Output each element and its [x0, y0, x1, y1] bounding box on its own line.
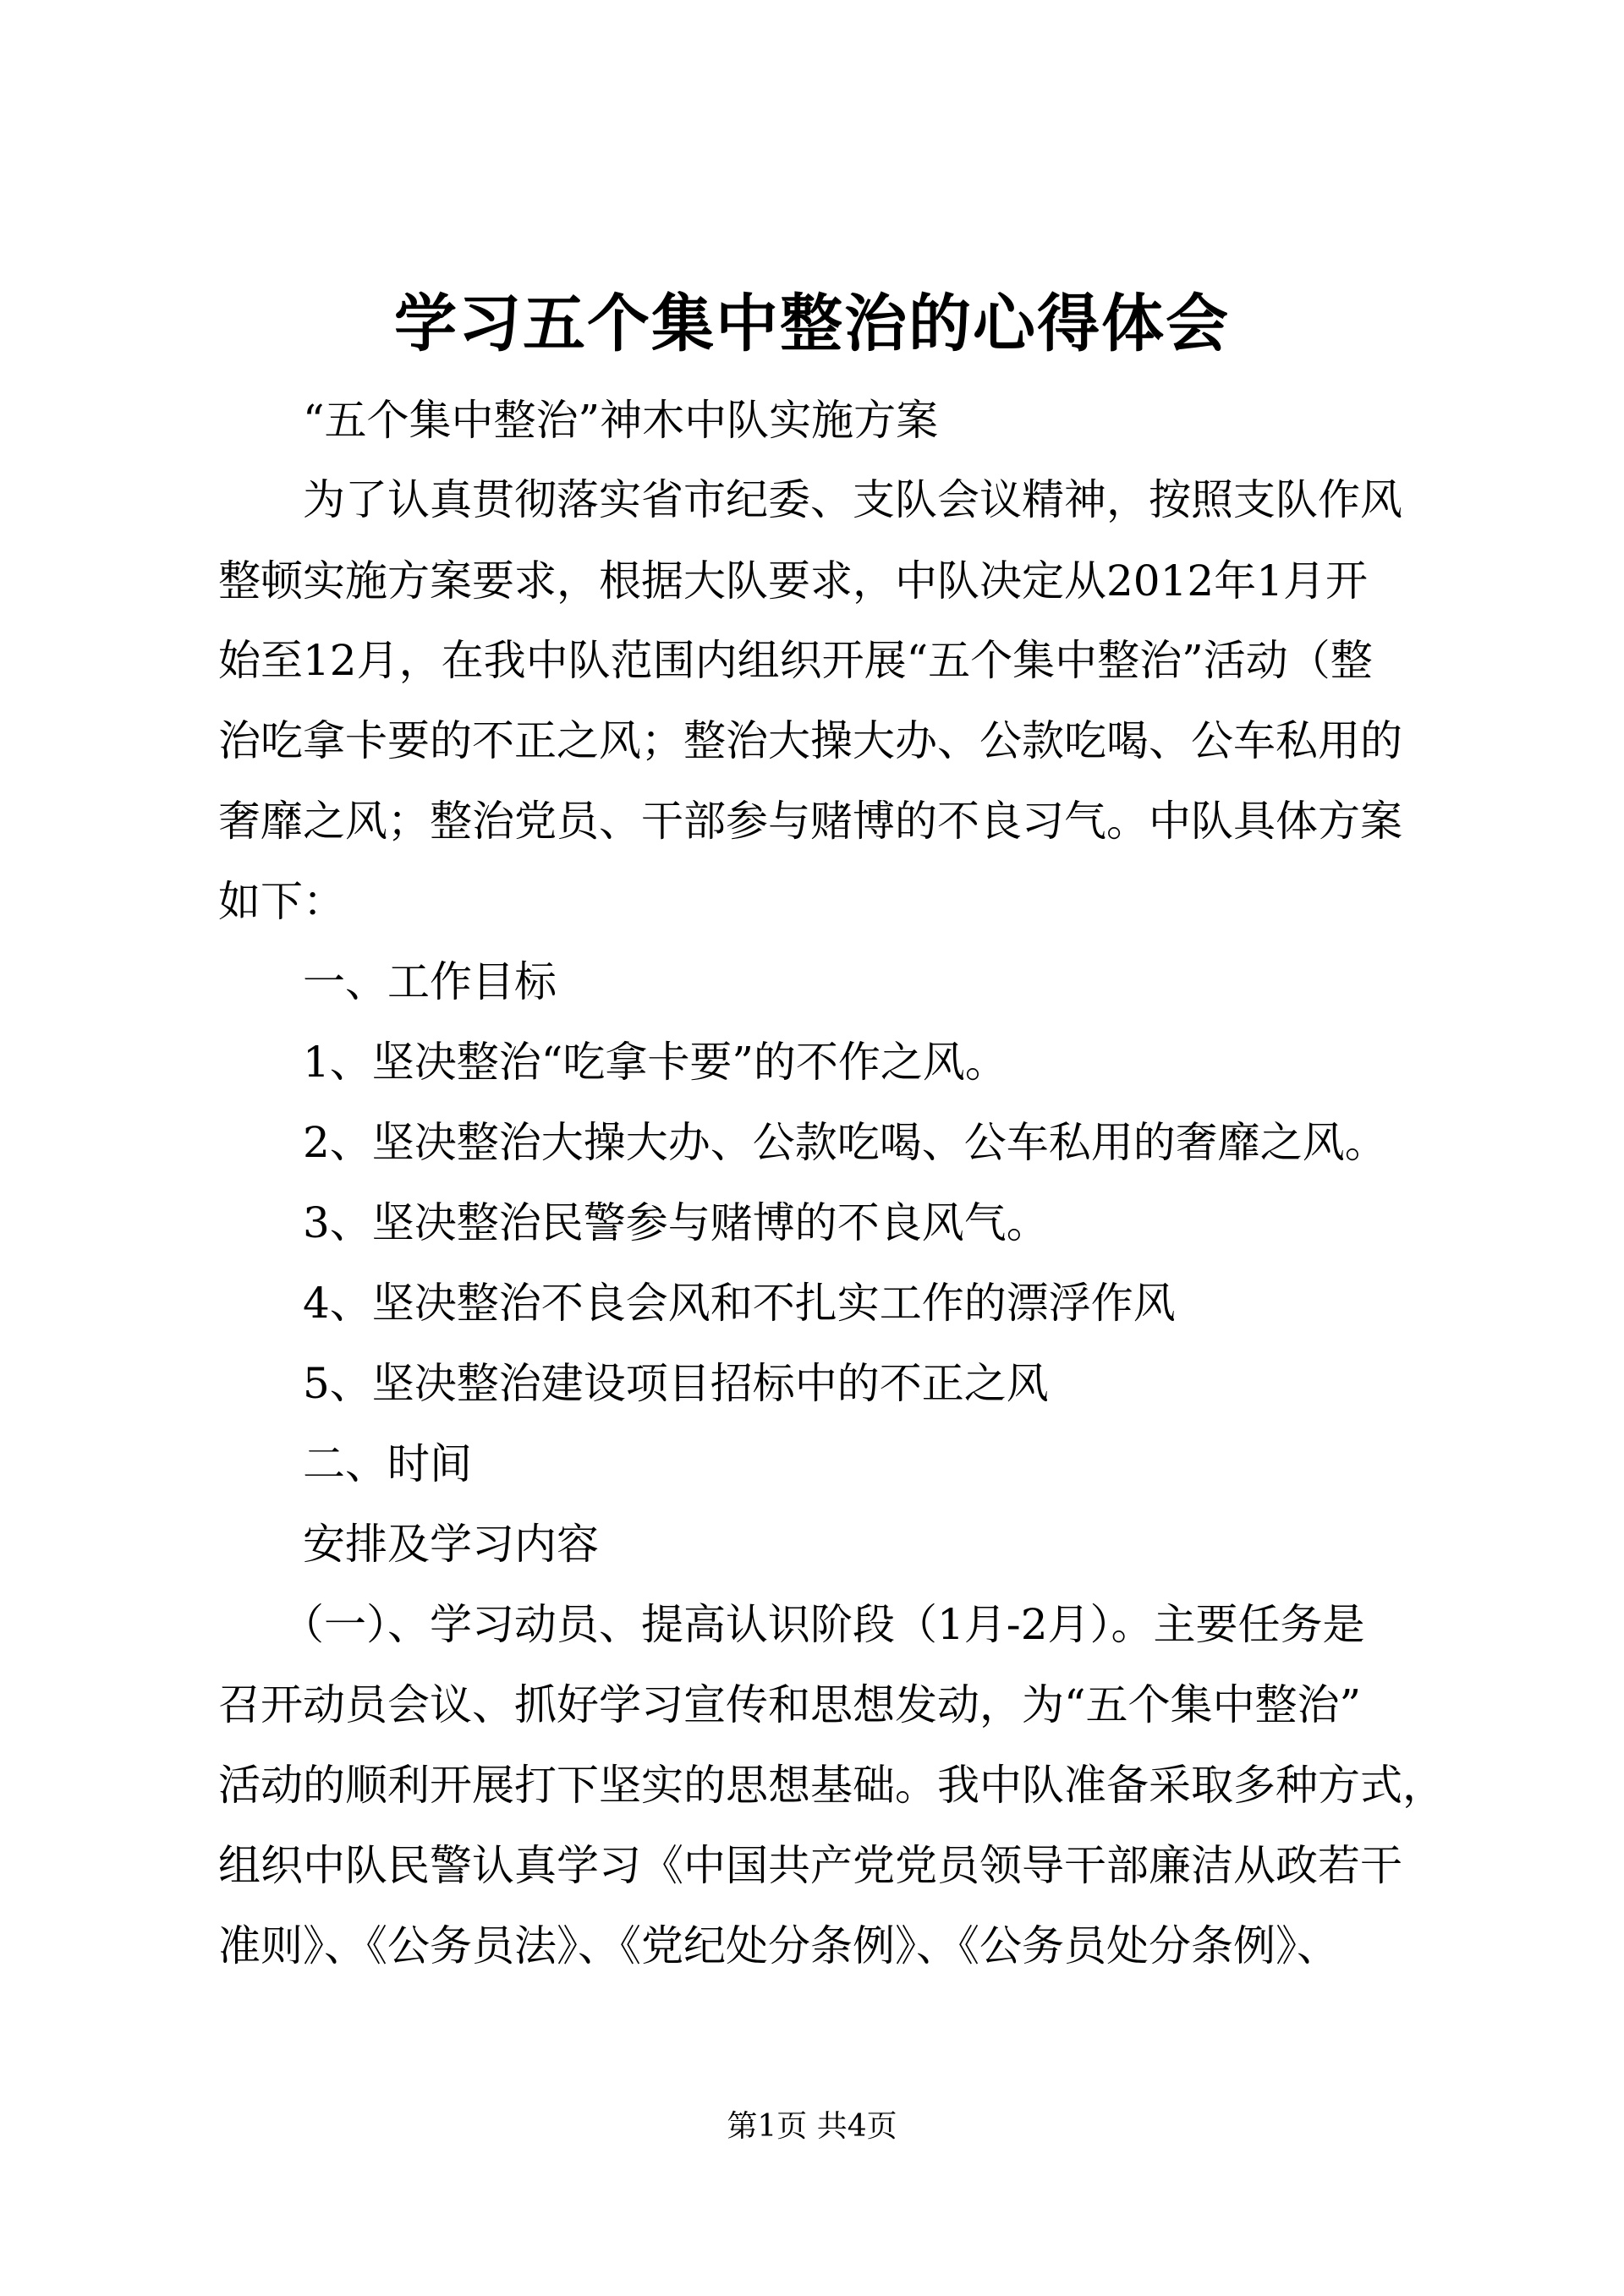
subtitle-line: “五个集中整治”神木中队实施方案: [218, 396, 939, 445]
document-title: 学习五个集中整治的心得体会: [394, 288, 1230, 360]
body-line: 安排及学习内容: [218, 1520, 599, 1569]
body-line: 奢靡之风；整治党员、干部参与赌博的不良习气。中队具体方案: [218, 797, 1402, 846]
body-line: 始至12月，在我中队范围内组织开展“五个集中整治”活动（整: [218, 636, 1373, 685]
body-line: 召开动员会议、抓好学习宣传和思想发动，为“五个集中整治”: [218, 1680, 1362, 1729]
page-indicator: 第1页 共4页: [727, 2109, 897, 2144]
list-item: 5、坚决整治建设项目招标中的不正之风: [218, 1359, 1049, 1408]
section-heading: 一、工作目标: [218, 957, 557, 1006]
body-line: 为了认真贯彻落实省市纪委、支队会议精神，按照支队作风: [218, 475, 1402, 524]
list-item: 4、坚决整治不良会风和不扎实工作的漂浮作风: [218, 1279, 1176, 1328]
list-item: 3、坚决整治民警参与赌博的不良风气。: [218, 1198, 1049, 1247]
list-item: 2、坚决整治大操大办、公款吃喝、公车私用的奢靡之风。: [218, 1118, 1387, 1167]
section-heading: 二、时间: [218, 1439, 472, 1488]
list-item: 1、坚决整治“吃拿卡要”的不作之风。: [218, 1038, 1007, 1087]
body-line: 如下：: [218, 877, 345, 926]
body-line: 准则》、《公务员法》、《党纪处分条例》、《公务员处分条例》、: [218, 1921, 1339, 1970]
body-line: （一）、学习动员、提高认识阶段（1月-2月）。主要任务是: [218, 1600, 1365, 1649]
body-line: 治吃拿卡要的不正之风；整治大操大办、公款吃喝、公车私用的: [218, 716, 1402, 765]
body-line: 组织中队民警认真学习《中国共产党党员领导干部廉洁从政若干: [218, 1841, 1402, 1890]
body-line: 整顿实施方案要求，根据大队要求，中队决定从2012年1月开: [218, 556, 1369, 606]
body-line: 活动的顺利开展打下坚实的思想基础。我中队准备采取多种方式，: [218, 1761, 1445, 1810]
